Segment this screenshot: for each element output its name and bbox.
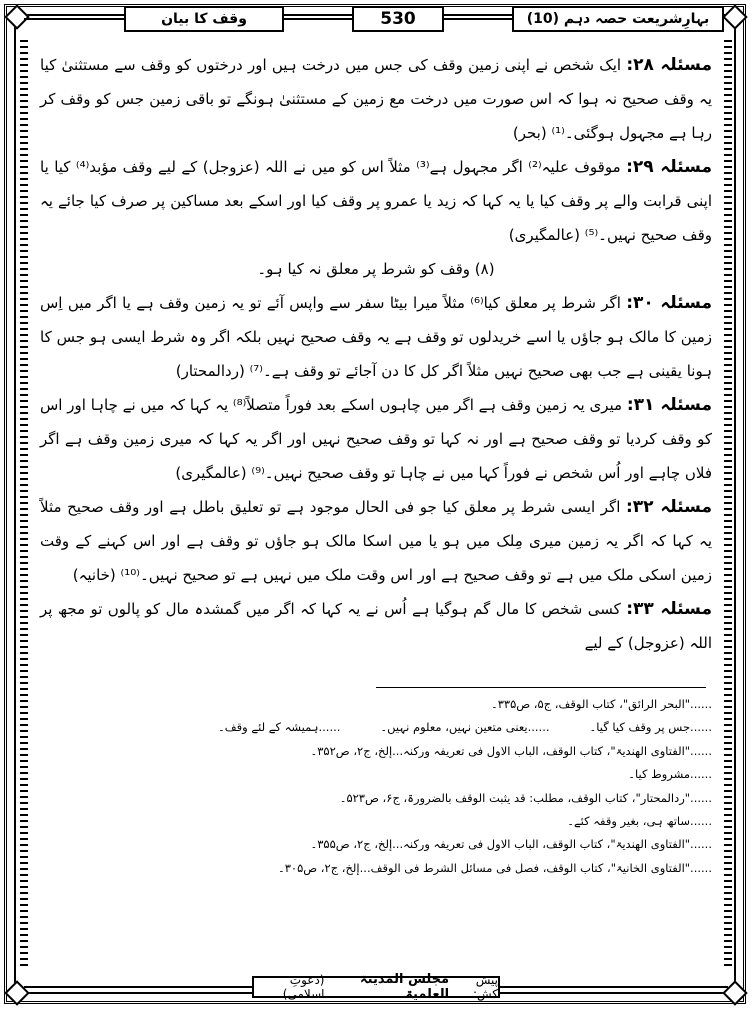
masla-label: مسئلہ ۳۱: bbox=[626, 395, 712, 415]
footer-suffix: (دعوتِ اسلامی) bbox=[282, 973, 325, 1001]
footnote-4: ......ہمیشہ کے لئے وقف۔ bbox=[218, 720, 341, 735]
page-footer bbox=[0, 972, 752, 1002]
footnote-separator bbox=[376, 687, 706, 688]
page-number: 530 bbox=[352, 6, 444, 32]
footer-prefix: پیش کش: bbox=[472, 973, 498, 1001]
masla-label: مسئلہ ۲۸: bbox=[626, 55, 712, 75]
footnote-2: ......جس پر وقف کیا گیا۔ bbox=[589, 720, 712, 735]
masla-label: مسئلہ ۳۲: bbox=[625, 497, 712, 517]
footnote-5: ......"الفتاوی الھندیۃ"، کتاب الوقف، الباب الاول فی تعریفہ ورکنہ...إلخ، ج۲، ص۳۵۲۔ bbox=[310, 743, 712, 758]
header-rule bbox=[284, 18, 352, 20]
masla-label: مسئلہ ۲۹: bbox=[626, 157, 712, 177]
masla-label: مسئلہ ۳۰: bbox=[626, 293, 712, 313]
footnote-1: ......"البحر الرائق"، کتاب الوقف، ج۵، ص۳۳۵۔ bbox=[490, 697, 712, 711]
footnotes bbox=[40, 693, 712, 880]
footnote-row bbox=[40, 716, 712, 739]
page-header bbox=[24, 6, 728, 34]
left-border-pattern bbox=[20, 40, 28, 970]
footer-rule bbox=[24, 986, 252, 988]
publisher-credit bbox=[252, 972, 500, 1002]
paragraph-masla-32 bbox=[40, 490, 712, 592]
chapter-title: وقف کا بیان bbox=[124, 6, 284, 32]
footnote-7: ......"ردالمحتار"، کتاب الوقف، مطلب: قد یثبت الوقف بالضرورۃ، ج۶، ص۵۲۳۔ bbox=[339, 790, 712, 805]
footnote-9: ......"الفتاوی الھندیۃ"، کتاب الوقف، الباب الاول فی تعریفہ ورکنہ...إلخ، ج۲، ص۳۵۵۔ bbox=[310, 837, 712, 852]
paragraph-masla-29 bbox=[40, 150, 712, 252]
header-rule bbox=[24, 18, 124, 20]
footnote-6: ......مشروط کیا۔ bbox=[628, 767, 712, 782]
paragraph-text: اگر ایسی شرط پر معلق کیا جو فی الحال موجود ہے تو تعلیق باطل ہے اور وقف صحیح مثلاً یہ کہا کہ اگر یہ زمین میری مِلک میں ہو یا میں اسکا مالک ہو جاؤں تو وقف ہے اور اس کہنے کے وقت زمین اسکی ملک میں ہے تو وقف صحیح ہے اور اس وقت ملک میں نہیں ہے تو صحیح نہیں۔⁽¹⁰⁾ (خانیہ) bbox=[40, 498, 712, 584]
publisher-name: مجلس المدینۃ العلمیۃ bbox=[360, 972, 450, 1002]
masla-label: مسئلہ ۳۳: bbox=[626, 599, 712, 619]
footnote-10: ......"الفتاوی الخانیۃ"، کتاب الوقف، فصل فی مسائل الشرط فی الوقف...إلخ، ج۲، ص۳۰۵۔ bbox=[277, 860, 712, 875]
paragraph-masla-30 bbox=[40, 286, 712, 388]
main-text bbox=[40, 48, 712, 660]
footer-rule bbox=[500, 986, 728, 988]
paragraph-text: موقوف علیہ⁽²⁾ اگر مجہول ہے⁽³⁾ مثلاً اس کو میں نے اللہ (عزوجل) کے لیے وقف مؤبد⁽⁴⁾ کیا یا اپنی قرابت والے پر وقف کیا یا یہ کہا کہ زید یا عمرو پر وقف کیا اور اسکے بعد مساکین پر صرف کیا جائے یہ وقف صحیح نہیں۔⁽⁵⁾ (عالمگیری) bbox=[40, 158, 712, 244]
paragraph-text: (۸) وقف کو شرط پر معلق نہ کیا ہو۔ bbox=[257, 260, 495, 278]
paragraph-text: کسی شخص کا مال گم ہوگیا ہے اُس نے یہ کہا کہ اگر میں گمشدہ مال کو پالوں تو مجھ پر اللہ (عزوجل) کے لیے bbox=[40, 600, 712, 652]
condition-8 bbox=[40, 252, 712, 286]
paragraph-text: ایک شخص نے اپنی زمین وقف کی جس میں درخت ہیں اور درختوں کو وقف سے مستثنیٰ کیا یہ وقف صحیح نہ ہوا کہ اس صورت میں درخت مع زمین کے مستثنیٰ ہونگے تو باقی زمین جس کو وقف کر رہا ہے مجہول ہوگئی۔⁽¹⁾ (بحر) bbox=[40, 56, 712, 142]
footnote-3: ......یعنی متعین نہیں، معلوم نہیں۔ bbox=[380, 720, 550, 735]
paragraph-masla-31 bbox=[40, 388, 712, 490]
paragraph-masla-28 bbox=[40, 48, 712, 150]
paragraph-text: اگر شرط پر معلق کیا⁽⁶⁾ مثلاً میرا بیٹا سفر سے واپس آئے تو یہ زمین وقف ہے یا اگر میں اِس زمین کا مالک ہو جاؤں یا اسے خریدلوں تو وقف ہے یہ وقف صحیح نہیں بلکہ اگر وہ شرط ایسی ہو جس کا ہونا یقینی ہے جب بھی صحیح نہیں مثلاً اگر کل کا دن آجائے تو وقف ہے۔⁽⁷⁾ (ردالمحتار) bbox=[40, 294, 712, 380]
paragraph-masla-33 bbox=[40, 592, 712, 660]
footnote-8: ......ساتھ ہی، بغیر وقفہ کئے۔ bbox=[567, 814, 712, 829]
book-title: بہارِشریعت حصہ دہم (10) bbox=[512, 6, 724, 32]
paragraph-text: میری یہ زمین وقف ہے اگر میں چاہوں اسکے بعد فوراً متصلاً⁽⁸⁾ یہ کہا کہ میں نے چاہا اور اس کو وقف کردیا تو وقف صحیح ہے اور نہ کہا تو وقف صحیح نہیں اور اگر یہ کہا کہ میری زمین وقف ہے اگر فلاں چاہے اور اُس شخص نے فوراً کہا میں نے چاہا تو وقف صحیح نہیں۔⁽⁹⁾ (عالمگیری) bbox=[40, 396, 712, 482]
header-rule bbox=[444, 18, 512, 20]
right-border-pattern bbox=[724, 40, 732, 970]
